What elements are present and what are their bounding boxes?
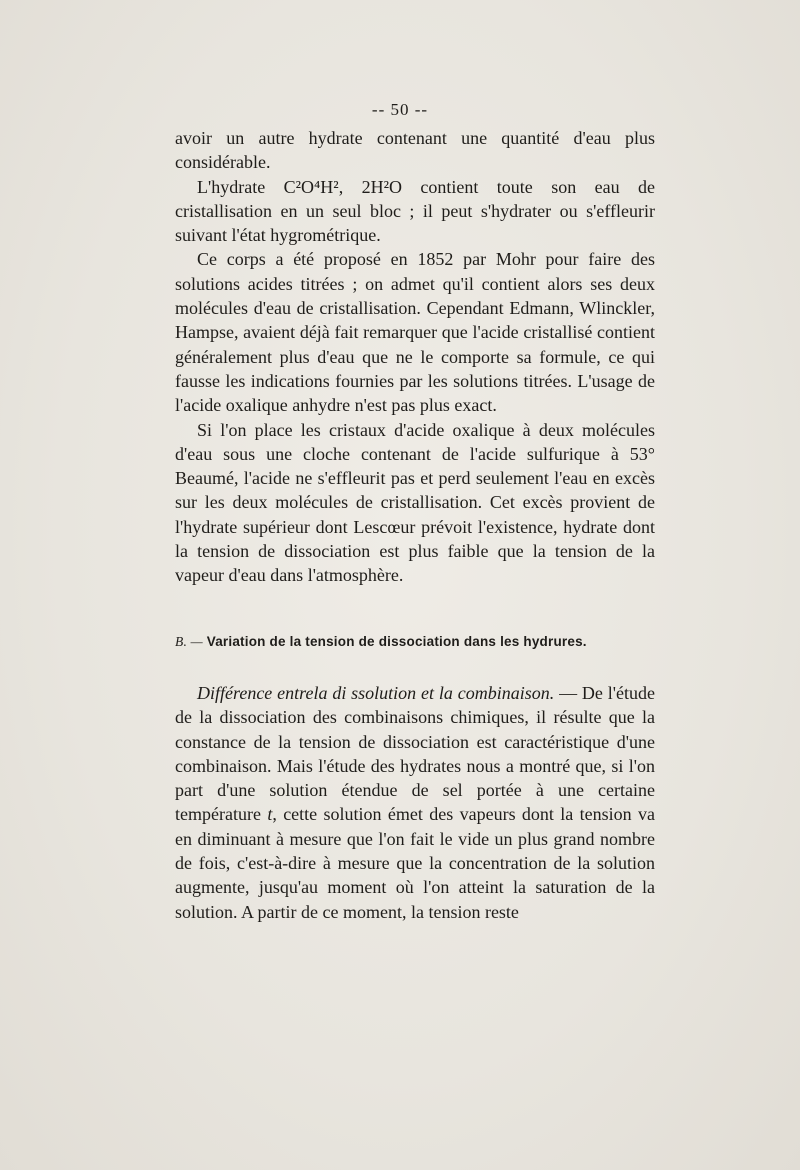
section-title: Variation de la tension de dissociation dans les hydrures.: [206, 634, 587, 649]
body-text-bottom: [175, 681, 655, 924]
body-text-top: [175, 126, 655, 588]
subsection-text: De l'étude de la dissociation des combinaisons chimiques, il résulte que la constance de la tension de dissociation est caractéristique d'une combinaison. Mais l'étude des hydrates nous a montré que, si l'on part d'une solution étendue de sel portée à une certaine température: [175, 683, 655, 825]
variable-t: t: [267, 804, 273, 825]
paragraph: Si l'on place les cristaux d'acide oxalique à deux molécules d'eau sous une cloche contenant de l'acide sulfurique à 53° Beaumé, l'acide ne s'effleurit pas et perd seulement l'eau en excès sur les deux molécules de cristallisation. Cet excès provient de l'hydrate supérieur dont Lescœur prévoit l'existence, hydrate dont la tension de dissociation est plus faible que la tension de la vapeur d'eau dans l'atmosphère.: [175, 419, 655, 586]
paragraph: [175, 681, 655, 924]
subsection-title: Différence entrela di ssolution et la combinaison.: [197, 683, 555, 703]
subsection-dash: —: [554, 683, 582, 703]
section-label: B. —: [175, 634, 203, 649]
paragraph: avoir un autre hydrate contenant une quantité d'eau plus considérable.: [175, 128, 655, 173]
subsection-text-end: , cette solution émet des vapeurs dont la tension va en diminuant à mesure que l'on fait le vide un plus grand nombre de fois, c'est-à-dire à mesure que la concentration de la solution augmente, jusqu'au moment où l'on atteint la saturation de la solution. A partir de ce moment, la tension reste: [175, 804, 655, 922]
section-heading: [175, 634, 655, 650]
paragraph: Ce corps a été proposé en 1852 par Mohr pour faire des solutions acides titrées ; on admet qu'il contient alors ses deux molécules d'eau de cristallisation. Cependant Edmann, Wlinckler, Hampse, avaient déjà fait remarquer que l'acide cristallisé contient généralement plus d'eau que ne le comporte sa formule, ce qui fausse les indications fournies par les solutions titrées. L'usage de l'acide oxalique anhydre n'est pas plus exact.: [175, 249, 655, 416]
paragraph: L'hydrate C²O⁴H², 2H²O contient toute son eau de cristallisation en un seul bloc ; il peut s'hydrater ou s'effleurir suivant l'état hygrométrique.: [175, 176, 655, 246]
page-number: -- 50 --: [371, 100, 429, 119]
